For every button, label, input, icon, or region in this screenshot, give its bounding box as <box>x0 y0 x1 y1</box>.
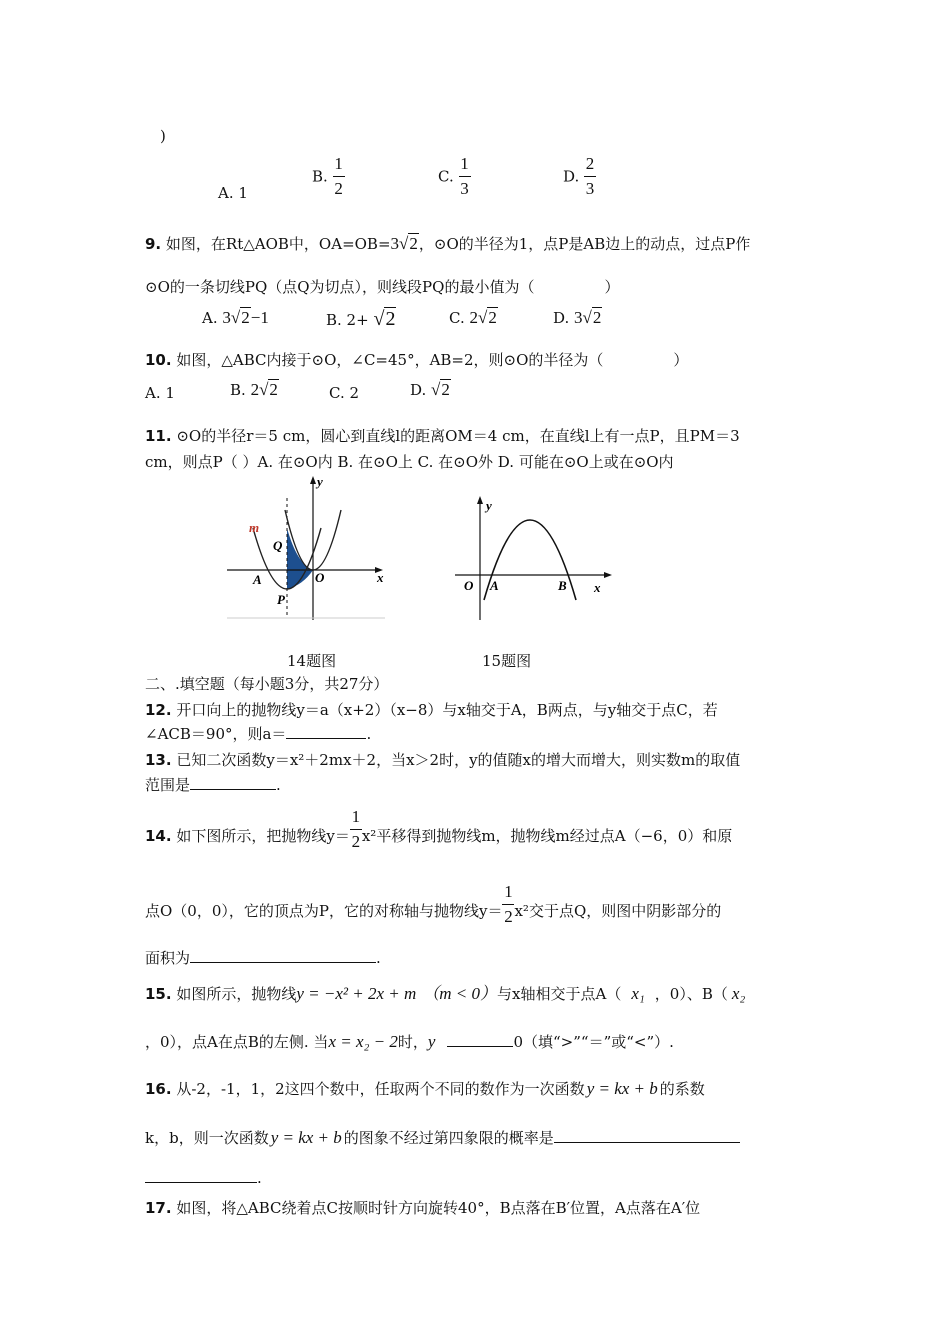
q15-condition-2: x = x₂ − 2 <box>328 1032 398 1051</box>
q15-x1: x₁ <box>631 984 645 1003</box>
q16-line1: 16. 从-2，-1，1，2这四个数中，任取两个不同的数作为一次函数 y = kx + b 的系数 <box>145 1079 705 1098</box>
fig15-label-b: B <box>558 578 567 593</box>
q8-option-b-label: B. <box>312 167 328 186</box>
fig15-label-o: O <box>464 578 474 593</box>
q8-option-b-fraction: $\frac{1}{2}$ <box>334 154 343 198</box>
q12-answer-blank[interactable] <box>286 724 366 739</box>
q10-option-b: B. 2√2 <box>230 380 278 399</box>
q8-paren-close: ) <box>160 127 166 145</box>
q17-number: 17. <box>145 1199 172 1217</box>
q11-line1: 11. ⊙O的半径r＝5 cm，圆心到直线l的距离OM＝4 cm，在直线l上有一点P，且PM＝3 <box>145 427 740 445</box>
q16-line3: . <box>145 1168 262 1188</box>
q17-line: 17. 如图，将△ABC绕着点C按顺时针方向旋转40°，B点落在B′位置，A点落在A′位 <box>145 1199 701 1217</box>
q10-line: 10. 如图，△ABC内接于⊙O，∠C=45°，AB=2，则⊙O的半径为（ ） <box>145 351 689 369</box>
q8-option-d-fraction: $\frac{2}{3}$ <box>585 154 595 198</box>
fig14-label-p: P <box>277 592 285 607</box>
q14-fraction-1: $\frac{1}{2}$ <box>351 807 361 851</box>
q16-number: 16. <box>145 1080 172 1098</box>
figure-15 <box>450 490 620 625</box>
q13-answer-blank[interactable] <box>190 775 276 790</box>
q9-option-c: C. 2√2 <box>449 308 497 327</box>
q14-fraction-2: $\frac{1}{2}$ <box>504 882 513 926</box>
q16-formula-2: y = kx + b <box>270 1128 342 1147</box>
q14-line1: 14. 如下图所示，把抛物线y＝ $\frac{1}{2}$ x²平移得到抛物线m，抛物线m经过点A（−6，0）和原 <box>145 807 733 851</box>
q8-option-b <box>312 155 345 198</box>
q15-x2: x₂ <box>731 984 746 1003</box>
q9-option-d: D. 3√2 <box>553 308 602 327</box>
q9-line2: ⊙O的一条切线PQ（点Q为切点），则线段PQ的最小值为（ ） <box>145 278 620 296</box>
q13-number: 13. <box>145 751 172 769</box>
fig14-label-a: A <box>253 572 262 587</box>
q16-answer-blank-cont[interactable] <box>145 1168 257 1183</box>
q10-option-a: A. 1 <box>145 384 175 402</box>
q8-option-d-label: D. <box>563 167 580 186</box>
q15-condition: （m < 0） <box>422 984 498 1003</box>
q13-line1: 13. 已知二次函数y＝x²＋2mx＋2，当x＞2时，y的值随x的增大而增大，则实数m的取值 <box>145 751 741 769</box>
q11-number: 11. <box>145 427 172 445</box>
q14-number: 14. <box>145 827 172 845</box>
q8-option-a: A. 1 <box>218 184 248 202</box>
fig14-label-y: y <box>317 474 323 489</box>
fig14-label-o: O <box>315 570 325 585</box>
q8-option-c-fraction: $\frac{1}{3}$ <box>460 154 469 198</box>
q9-oa-value: 3√2 <box>390 234 418 253</box>
q10-number: 10. <box>145 351 172 369</box>
q9-option-b: B. 2+ √2 <box>326 308 396 330</box>
fig14-label-q: Q <box>273 538 283 553</box>
figure-14 <box>225 470 395 625</box>
q9-number: 9. <box>145 235 162 253</box>
q8-option-c <box>438 155 471 198</box>
q8-option-d <box>563 155 596 198</box>
q16-line2: k，b，则一次函数 y = kx + b 的图象不经过第四象限的概率是 <box>145 1128 740 1148</box>
fig14-label-x: x <box>377 570 384 585</box>
fig14-label-m: m <box>249 520 260 535</box>
q11-line2: cm，则点P（ ）A. 在⊙O内 B. 在⊙O上 C. 在⊙O外 D. 可能在⊙O上或在⊙O内 <box>145 453 674 471</box>
q12-line1: 12. 开口向上的抛物线y＝a（x+2）（x−8）与x轴交于A，B两点，与y轴交于点C，若 <box>145 701 718 719</box>
q16-formula: y = kx + b <box>586 1079 658 1098</box>
q9-line1: 9. 如图，在Rt△AOB中，OA=OB=3√2，⊙O的半径为1，点P是AB边上的动点，过点P作 <box>145 234 751 253</box>
q15-y: y <box>427 1032 436 1051</box>
q14-line3: 面积为 . <box>145 949 381 967</box>
fig14-caption: 14题图 <box>287 652 337 670</box>
q15-formula: y = −x² + 2x + m <box>296 984 417 1003</box>
fig15-caption: 15题图 <box>482 652 532 670</box>
section2-title: 二、.填空题（每小题3分，共27分） <box>145 675 389 693</box>
q12-line2: ∠ACB＝90°，则a＝ . <box>145 725 372 743</box>
fig15-label-a: A <box>490 578 499 593</box>
fig15-label-x: x <box>594 580 601 595</box>
fig15-label-y: y <box>486 498 492 513</box>
q16-answer-blank[interactable] <box>554 1128 740 1143</box>
q15-number: 15. <box>145 985 172 1003</box>
q13-line2: 范围是 . <box>145 776 281 794</box>
q9-option-a: A. 3√2−1 <box>202 308 269 327</box>
q15-line1: 15. 如图所示，抛物线y = −x² + 2x + m （m < 0）与x轴相交于点A（ x₁ ，0）、B（ x₂ <box>145 984 746 1003</box>
q10-option-d: D. √2 <box>410 380 450 399</box>
q8-option-c-label: C. <box>438 167 454 186</box>
q15-answer-blank[interactable] <box>447 1032 513 1047</box>
q14-line2: 点O（0，0），它的顶点为P，它的对称轴与抛物线y＝ $\frac{1}{2}$ x²交于点Q，则图中阴影部分的 <box>145 882 722 926</box>
q10-option-c: C. 2 <box>329 384 360 402</box>
q15-line2: ，0），点A在点B的左侧. 当x = x₂ − 2时，y 0（填“>”“＝”或“<”）. <box>145 1032 674 1051</box>
q12-number: 12. <box>145 701 172 719</box>
q14-answer-blank[interactable] <box>190 948 376 963</box>
